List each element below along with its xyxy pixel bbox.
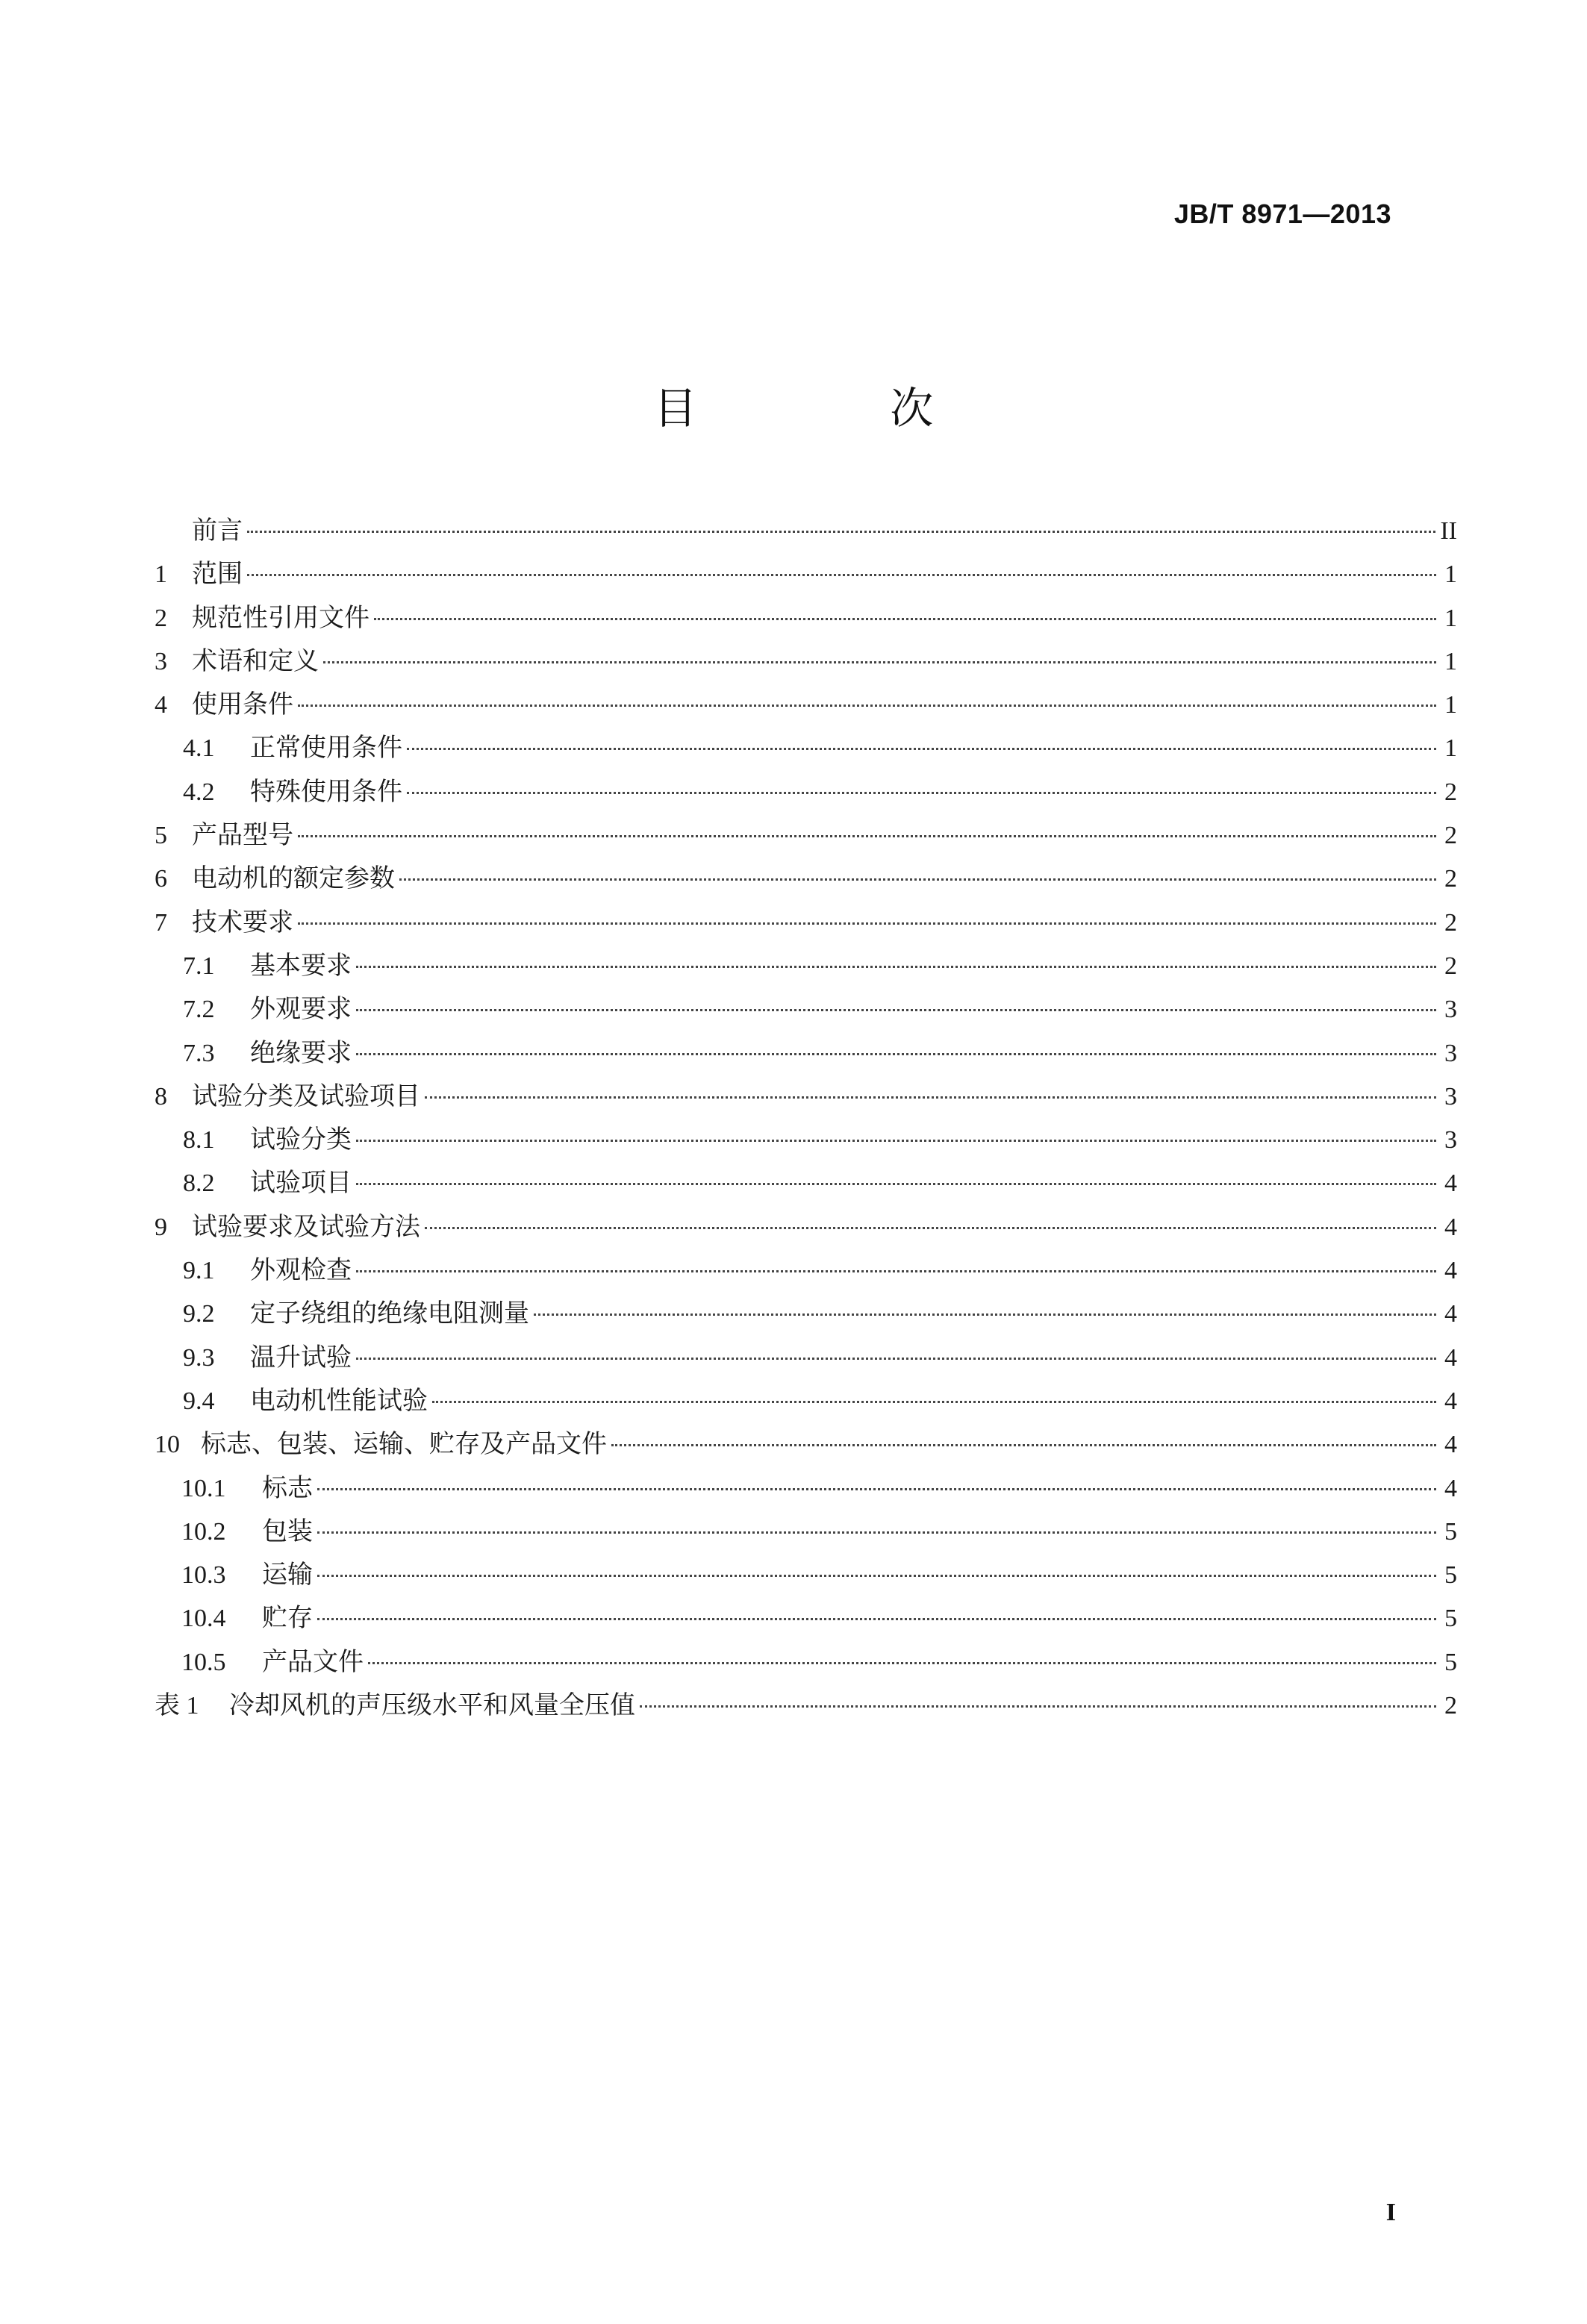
toc-entry-number: 5 [155,822,167,850]
toc-entry-number: 4.1 [183,734,215,763]
dot-leader [407,792,1436,794]
toc-entry-page: 5 [1444,1648,1457,1676]
dot-leader [356,1140,1436,1142]
table-of-contents [155,509,1457,1727]
toc-entry-page: 1 [1444,734,1457,763]
toc-entry-page: II [1440,517,1457,545]
toc-entry-label: 外观检查 [250,1255,352,1286]
toc-entry-number: 10.4 [181,1605,226,1633]
toc-entry-label: 运输 [262,1560,313,1590]
toc-title: 目 次 [653,383,1023,434]
toc-entry-number: 表 1 [155,1692,199,1720]
toc-entry-number: 6 [155,865,167,893]
toc-entry-page: 5 [1444,1517,1457,1546]
toc-entry-number: 9 [155,1213,167,1241]
toc-entry-label: 术语和定义 [192,646,319,676]
toc-entry-label: 包装 [262,1516,313,1546]
toc-entry-label: 正常使用条件 [250,733,402,763]
toc-entry-label: 电动机性能试验 [250,1385,428,1416]
toc-entry-number: 10.2 [181,1517,226,1546]
toc-entry-label: 试验分类 [250,1125,352,1155]
dot-leader [356,1270,1436,1272]
toc-entry-label: 技术要求 [192,907,293,937]
toc-entry-page: 2 [1444,778,1457,806]
toc-entry[interactable] [155,726,1457,769]
toc-entry-number: 10.1 [181,1474,226,1502]
toc-entry-page: 2 [1444,865,1457,893]
toc-entry-number: 10 [155,1431,180,1459]
dot-leader [356,966,1436,968]
dot-leader [425,1227,1436,1229]
toc-entry[interactable] [155,1596,1457,1640]
toc-entry-page: 4 [1444,1169,1457,1198]
toc-entry[interactable] [155,1640,1457,1684]
document-number: JB/T 8971—2013 [1173,199,1391,229]
toc-entry-page: 4 [1444,1213,1457,1241]
toc-entry-number: 7.1 [183,952,215,980]
toc-entry[interactable] [155,1336,1457,1379]
toc-entry-label: 定子绕组的绝缘电阻测量 [250,1299,529,1329]
toc-entry[interactable] [155,901,1457,944]
toc-entry-page: 4 [1444,1387,1457,1415]
toc-entry-page: 5 [1444,1605,1457,1633]
dot-leader [298,922,1436,925]
toc-entry-number: 10.5 [181,1648,226,1676]
dot-leader [356,1009,1436,1011]
toc-entry[interactable] [155,1422,1457,1466]
dot-leader [356,1358,1436,1360]
toc-entry-label: 标志、包装、运输、贮存及产品文件 [201,1429,607,1460]
dot-leader [317,1531,1436,1534]
toc-entry-label: 试验要求及试验方法 [192,1211,420,1242]
toc-entry[interactable] [155,552,1457,596]
toc-entry-label: 前言 [192,516,243,546]
toc-entry-page: 1 [1444,604,1457,632]
toc-entry[interactable] [155,1205,1457,1249]
toc-entry-number: 8 [155,1082,167,1111]
toc-entry[interactable] [155,1684,1457,1727]
dot-leader [247,574,1436,576]
toc-entry-label: 产品型号 [192,820,293,851]
toc-entry-page: 2 [1444,908,1457,937]
dot-leader [298,835,1436,837]
toc-entry-label: 温升试验 [250,1342,352,1372]
toc-entry-label: 绝缘要求 [250,1037,352,1068]
toc-entry-label: 外观要求 [250,994,352,1025]
toc-entry-number: 9.4 [183,1387,215,1415]
toc-entry-number: 7.3 [183,1039,215,1067]
toc-entry-page: 1 [1444,560,1457,589]
toc-entry[interactable] [155,1292,1457,1335]
toc-entry-number: 8.1 [183,1126,215,1155]
toc-entry[interactable] [155,1161,1457,1205]
dot-leader [317,1488,1436,1490]
toc-entry[interactable] [155,683,1457,726]
toc-entry[interactable] [155,770,1457,813]
toc-entry-label: 产品文件 [262,1646,364,1677]
toc-entry-page: 2 [1444,822,1457,850]
toc-entry-number: 7 [155,908,167,937]
toc-entry-page: 1 [1444,647,1457,675]
toc-entry-label: 基本要求 [250,950,352,981]
toc-entry-page: 2 [1444,1692,1457,1720]
dot-leader [356,1183,1436,1185]
dot-leader [298,705,1436,707]
dot-leader [356,1053,1436,1055]
toc-entry-number: 7.2 [183,996,215,1024]
toc-entry-number: 8.2 [183,1169,215,1198]
toc-entry[interactable] [155,944,1457,987]
toc-entry-label: 电动机的额定参数 [192,863,395,894]
toc-entry-number: 3 [155,647,167,675]
toc-entry-number: 1 [155,560,167,589]
toc-entry-page: 4 [1444,1343,1457,1372]
dot-leader [611,1444,1436,1446]
toc-entry-page: 4 [1444,1474,1457,1502]
toc-entry[interactable] [155,1118,1457,1161]
toc-entry-page: 4 [1444,1300,1457,1328]
toc-entry-page: 3 [1444,996,1457,1024]
toc-entry-label: 试验分类及试验项目 [192,1081,420,1111]
dot-leader [247,531,1435,533]
toc-entry[interactable] [155,813,1457,857]
toc-entry[interactable] [155,1466,1457,1510]
dot-leader [317,1575,1436,1577]
toc-entry-number: 9.2 [183,1300,215,1328]
toc-entry-label: 贮存 [262,1603,313,1634]
page-number: I [1385,2199,1396,2226]
toc-entry-number: 2 [155,604,167,632]
toc-entry[interactable] [155,1553,1457,1596]
dot-leader [640,1705,1436,1708]
toc-entry-label: 冷却风机的声压级水平和风量全压值 [229,1690,635,1721]
dot-leader [399,878,1436,881]
toc-entry[interactable] [155,987,1457,1031]
dot-leader [432,1401,1436,1403]
dot-leader [407,748,1436,750]
toc-entry[interactable] [155,1249,1457,1292]
toc-entry-number: 9.3 [183,1343,215,1372]
toc-entry-label: 特殊使用条件 [250,776,402,807]
toc-entry-label: 标志 [262,1472,313,1503]
dot-leader [374,618,1436,620]
toc-entry-label: 使用条件 [192,690,293,720]
toc-entry[interactable] [155,1510,1457,1553]
dot-leader [317,1618,1436,1620]
toc-entry-page: 1 [1444,691,1457,719]
toc-entry[interactable] [155,1379,1457,1422]
toc-entry-label: 范围 [192,559,243,590]
dot-leader [368,1662,1436,1664]
dot-leader [425,1096,1436,1099]
toc-entry-label: 试验项目 [250,1168,352,1199]
toc-entry-label: 规范性引用文件 [192,602,370,633]
toc-entry[interactable] [155,640,1457,683]
dot-leader [534,1314,1436,1316]
dot-leader [323,661,1436,663]
toc-entry-page: 2 [1444,952,1457,980]
toc-entry-page: 3 [1444,1126,1457,1155]
toc-entry[interactable] [155,1075,1457,1118]
toc-entry-page: 4 [1444,1257,1457,1285]
toc-entry-number: 10.3 [181,1561,226,1590]
toc-entry-number: 4 [155,691,167,719]
toc-entry-page: 4 [1444,1431,1457,1459]
toc-entry-page: 3 [1444,1082,1457,1111]
toc-entry[interactable] [155,857,1457,900]
toc-entry-number: 9.1 [183,1257,215,1285]
toc-entry-number: 4.2 [183,778,215,806]
toc-entry[interactable] [155,509,1457,552]
toc-entry-page: 5 [1444,1561,1457,1590]
toc-entry-page: 3 [1444,1039,1457,1067]
toc-entry[interactable] [155,596,1457,640]
toc-entry[interactable] [155,1031,1457,1075]
